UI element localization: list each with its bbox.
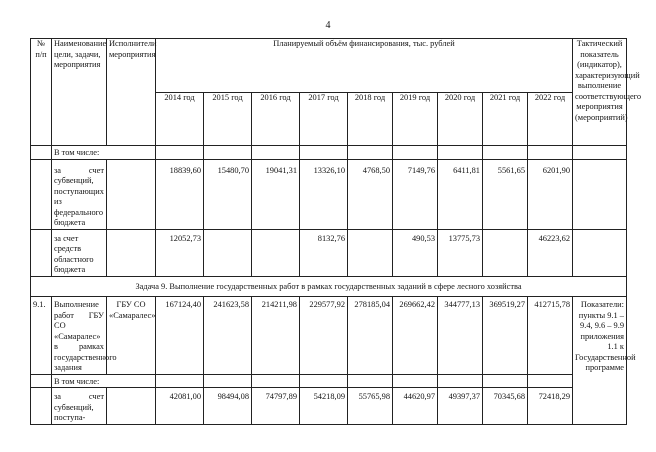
tactical-cell: Показатели: пункты 9.1 – 9.4, 9.6 – 9.9 приложения 1.1 к Государственной программе [573,297,627,425]
table-cell: 6411,81 [438,159,483,229]
table-cell: 241623,58 [204,297,252,375]
table-cell: 46223,62 [528,229,573,276]
row-number: 9.1. [31,297,52,375]
task-row [31,276,627,297]
tactical-header: Тактический показатель (индикатор), характеризующий выполнение соответствующего мероприятия (мероприятий) [573,39,627,146]
table-cell: 490,53 [393,229,438,276]
table-row [31,146,627,160]
table-cell: 98494,08 [204,388,252,425]
financing-table [30,38,642,425]
table-cell: 70345,68 [483,388,528,425]
year-header: 2020 год [438,92,483,146]
table-row [31,388,627,425]
year-header: 2021 год [483,92,528,146]
table-cell [204,229,252,276]
table-cell: 6201,90 [528,159,573,229]
table-cell: 19041,31 [252,159,300,229]
table-row [31,297,627,375]
year-header: 2016 год [252,92,300,146]
year-header: 2022 год [528,92,573,146]
table-cell: 15480,70 [204,159,252,229]
table-row [31,159,627,229]
financing-header: Планируемый объём финансирования, тыс. рублей [156,39,573,93]
table-cell: 54218,09 [300,388,348,425]
table-cell: 214211,98 [252,297,300,375]
table-cell: 344777,13 [438,297,483,375]
table-row [31,374,627,388]
col-executors-header: Исполнители мероприятия [107,39,156,146]
table-cell: 4768,50 [348,159,393,229]
table-cell: 269662,42 [393,297,438,375]
table-cell: 7149,76 [393,159,438,229]
table-cell: 55765,98 [348,388,393,425]
table-cell [483,229,528,276]
executor-cell: ГБУ СО «Самаралес» [107,297,156,375]
row-label: за счет субвенций, поступающих из федерального бюджета [52,159,107,229]
table-cell: 167124,40 [156,297,204,375]
row-label: за счет средств областного бюджета [52,229,107,276]
year-header: 2014 год [156,92,204,146]
table-cell: 12052,73 [156,229,204,276]
row-label: за счет субвенций, поступа- [52,388,107,425]
year-header: 2018 год [348,92,393,146]
table-cell [252,229,300,276]
table-cell: 74797,89 [252,388,300,425]
year-header: 2017 год [300,92,348,146]
table-cell: 42081,00 [156,388,204,425]
page-number: 4 [325,20,331,31]
year-header: 2015 год [204,92,252,146]
table-cell: 369519,27 [483,297,528,375]
table-cell: 13775,73 [438,229,483,276]
col-name-header: Наименование цели, задачи, мероприятия [52,39,107,146]
table-cell [348,229,393,276]
table-cell: 229577,92 [300,297,348,375]
table-cell: 49397,37 [438,388,483,425]
col-num-header: № п/п [31,39,52,146]
including-label: В том числе: [52,146,156,160]
table-cell: 278185,04 [348,297,393,375]
table-cell: 72418,29 [528,388,573,425]
row-label: Выполнение работ ГБУ СО «Самаралес» в рамках государственного задания [52,297,107,375]
task-heading: Задача 9. Выполнение государственных работ в рамках государственных заданий в сфере лесного хозяйства [31,276,627,297]
table-cell: 5561,65 [483,159,528,229]
table-cell: 13326,10 [300,159,348,229]
table-row [31,229,627,276]
including-label: В том числе: [52,374,156,388]
year-header: 2019 год [393,92,438,146]
table-cell: 18839,60 [156,159,204,229]
table-cell: 44620,97 [393,388,438,425]
table-cell: 412715,78 [528,297,573,375]
table-cell: 8132,76 [300,229,348,276]
header-row [31,39,627,93]
